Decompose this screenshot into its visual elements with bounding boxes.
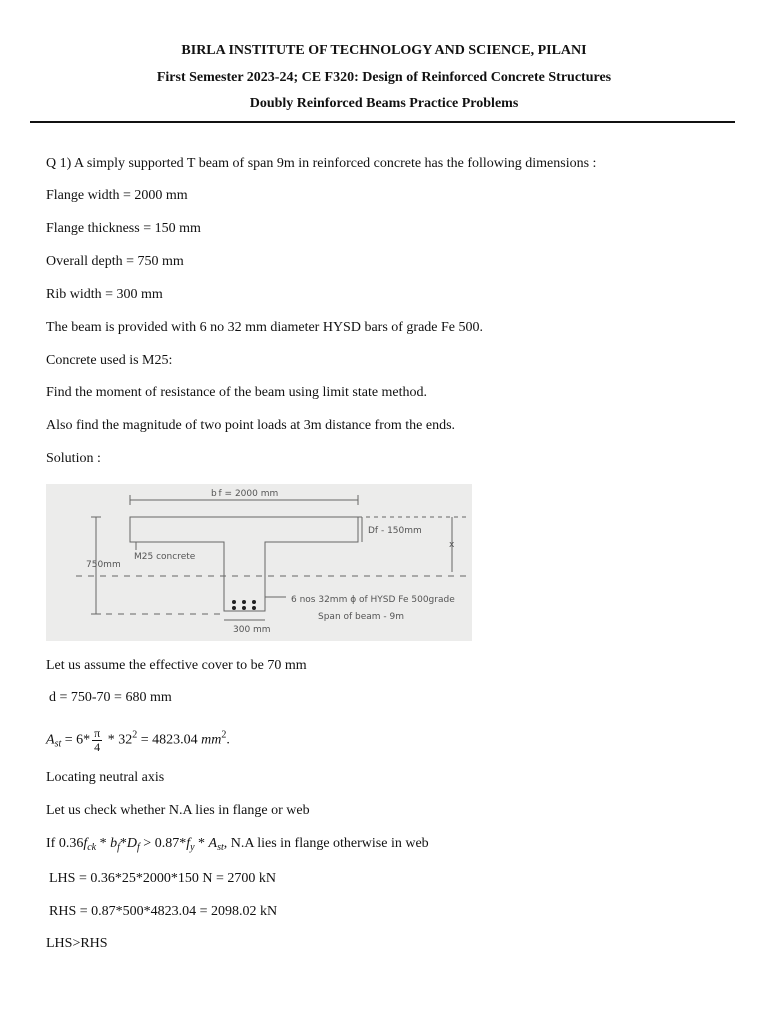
t-beam-sketch (46, 484, 472, 641)
ast-eq-end: . (226, 732, 230, 748)
ast-subscript-2: st (217, 842, 224, 853)
ast-unit: mm (201, 732, 222, 748)
cond-gt: > 0.87* (139, 836, 187, 851)
na-condition (46, 836, 429, 853)
fck-subscript: ck (87, 842, 97, 853)
course-title: First Semester 2023-24; CE F320: Design of Reinforced Concrete Structures (156, 70, 612, 85)
fck-symbol: f (83, 836, 88, 851)
bars-label: 6 nos 32mm ϕ of HYSD Fe 500grade (291, 595, 455, 605)
solution-label: Solution : (46, 451, 101, 466)
effective-depth: d = 750-70 = 680 mm (49, 690, 172, 705)
task-moment: Find the moment of resistance of the beam using limit state method. (46, 385, 428, 400)
ast-eq-part3: = 4823.04 (137, 732, 202, 748)
ast-unit-square: 2 (221, 729, 227, 741)
df-label: Df - 150mm (368, 526, 422, 536)
fy-symbol: f (186, 836, 191, 851)
concrete-text: Concrete used is M25: (46, 353, 173, 368)
check-na: Let us check whether N.A lies in flange or web (46, 803, 310, 818)
flange-width: Flange width = 2000 mm (46, 188, 188, 203)
task-loads: Also find the magnitude of two point loads at 3m distance from the ends. (46, 418, 456, 433)
flange-thickness: Flange thickness = 150 mm (46, 221, 201, 236)
t-beam-drawing (46, 484, 472, 641)
bf-label: b f = 2000 mm (211, 489, 279, 499)
institute-title: BIRLA INSTITUTE OF TECHNOLOGY AND SCIENCE, PILANI (181, 43, 587, 58)
bf-subscript: f (117, 842, 120, 853)
frac-denominator: 4 (94, 740, 101, 754)
concrete-label: M25 concrete (134, 552, 196, 562)
reinforcement-text: The beam is provided with 6 no 32 mm diameter HYSD bars of grade Fe 500. (46, 320, 484, 335)
cond-star3: * (194, 836, 209, 851)
bf-symbol: b (110, 836, 118, 851)
cond-part1: If 0.36 (46, 836, 84, 851)
df-subscript: f (137, 842, 140, 853)
conclusion: LHS>RHS (46, 936, 108, 951)
df-symbol: D (126, 836, 138, 851)
fy-subscript: y (190, 842, 195, 853)
ast-symbol-2: A (208, 836, 218, 851)
frac-numerator: π (94, 726, 101, 740)
ast-symbol: A (46, 732, 55, 748)
cond-end: , N.A lies in flange otherwise in web (223, 836, 429, 851)
span-label: Span of beam - 9m (318, 612, 405, 622)
topic-title: Doubly Reinforced Beams Practice Problems (249, 96, 519, 111)
rib-width: Rib width = 300 mm (46, 287, 163, 302)
ast-square: 2 (132, 729, 138, 741)
depth-label: 750mm (86, 560, 121, 570)
reinforcement-bars (232, 600, 256, 610)
rhs-calc: RHS = 0.87*500*4823.04 = 2098.02 kN (49, 904, 278, 919)
ast-subscript: st (54, 738, 62, 750)
cond-star1: * (96, 836, 111, 851)
problem-statement: Q 1) A simply supported T beam of span 9m in reinforced concrete has the following dimensions : (46, 156, 597, 171)
header-rule (30, 121, 735, 123)
ast-eq-part1: = 6* (61, 732, 91, 748)
x-label: x (449, 540, 455, 550)
ast-eq-part2: * 32 (104, 732, 133, 748)
locating-na: Locating neutral axis (46, 770, 165, 785)
lhs-calc: LHS = 0.36*25*2000*150 N = 2700 kN (49, 871, 276, 886)
cond-star2: * (119, 836, 127, 851)
overall-depth: Overall depth = 750 mm (46, 254, 184, 269)
cover-assumption: Let us assume the effective cover to be 70 mm (46, 658, 307, 673)
rib-label: 300 mm (233, 625, 271, 635)
ast-equation (46, 727, 230, 754)
pi-over-four (92, 727, 102, 754)
